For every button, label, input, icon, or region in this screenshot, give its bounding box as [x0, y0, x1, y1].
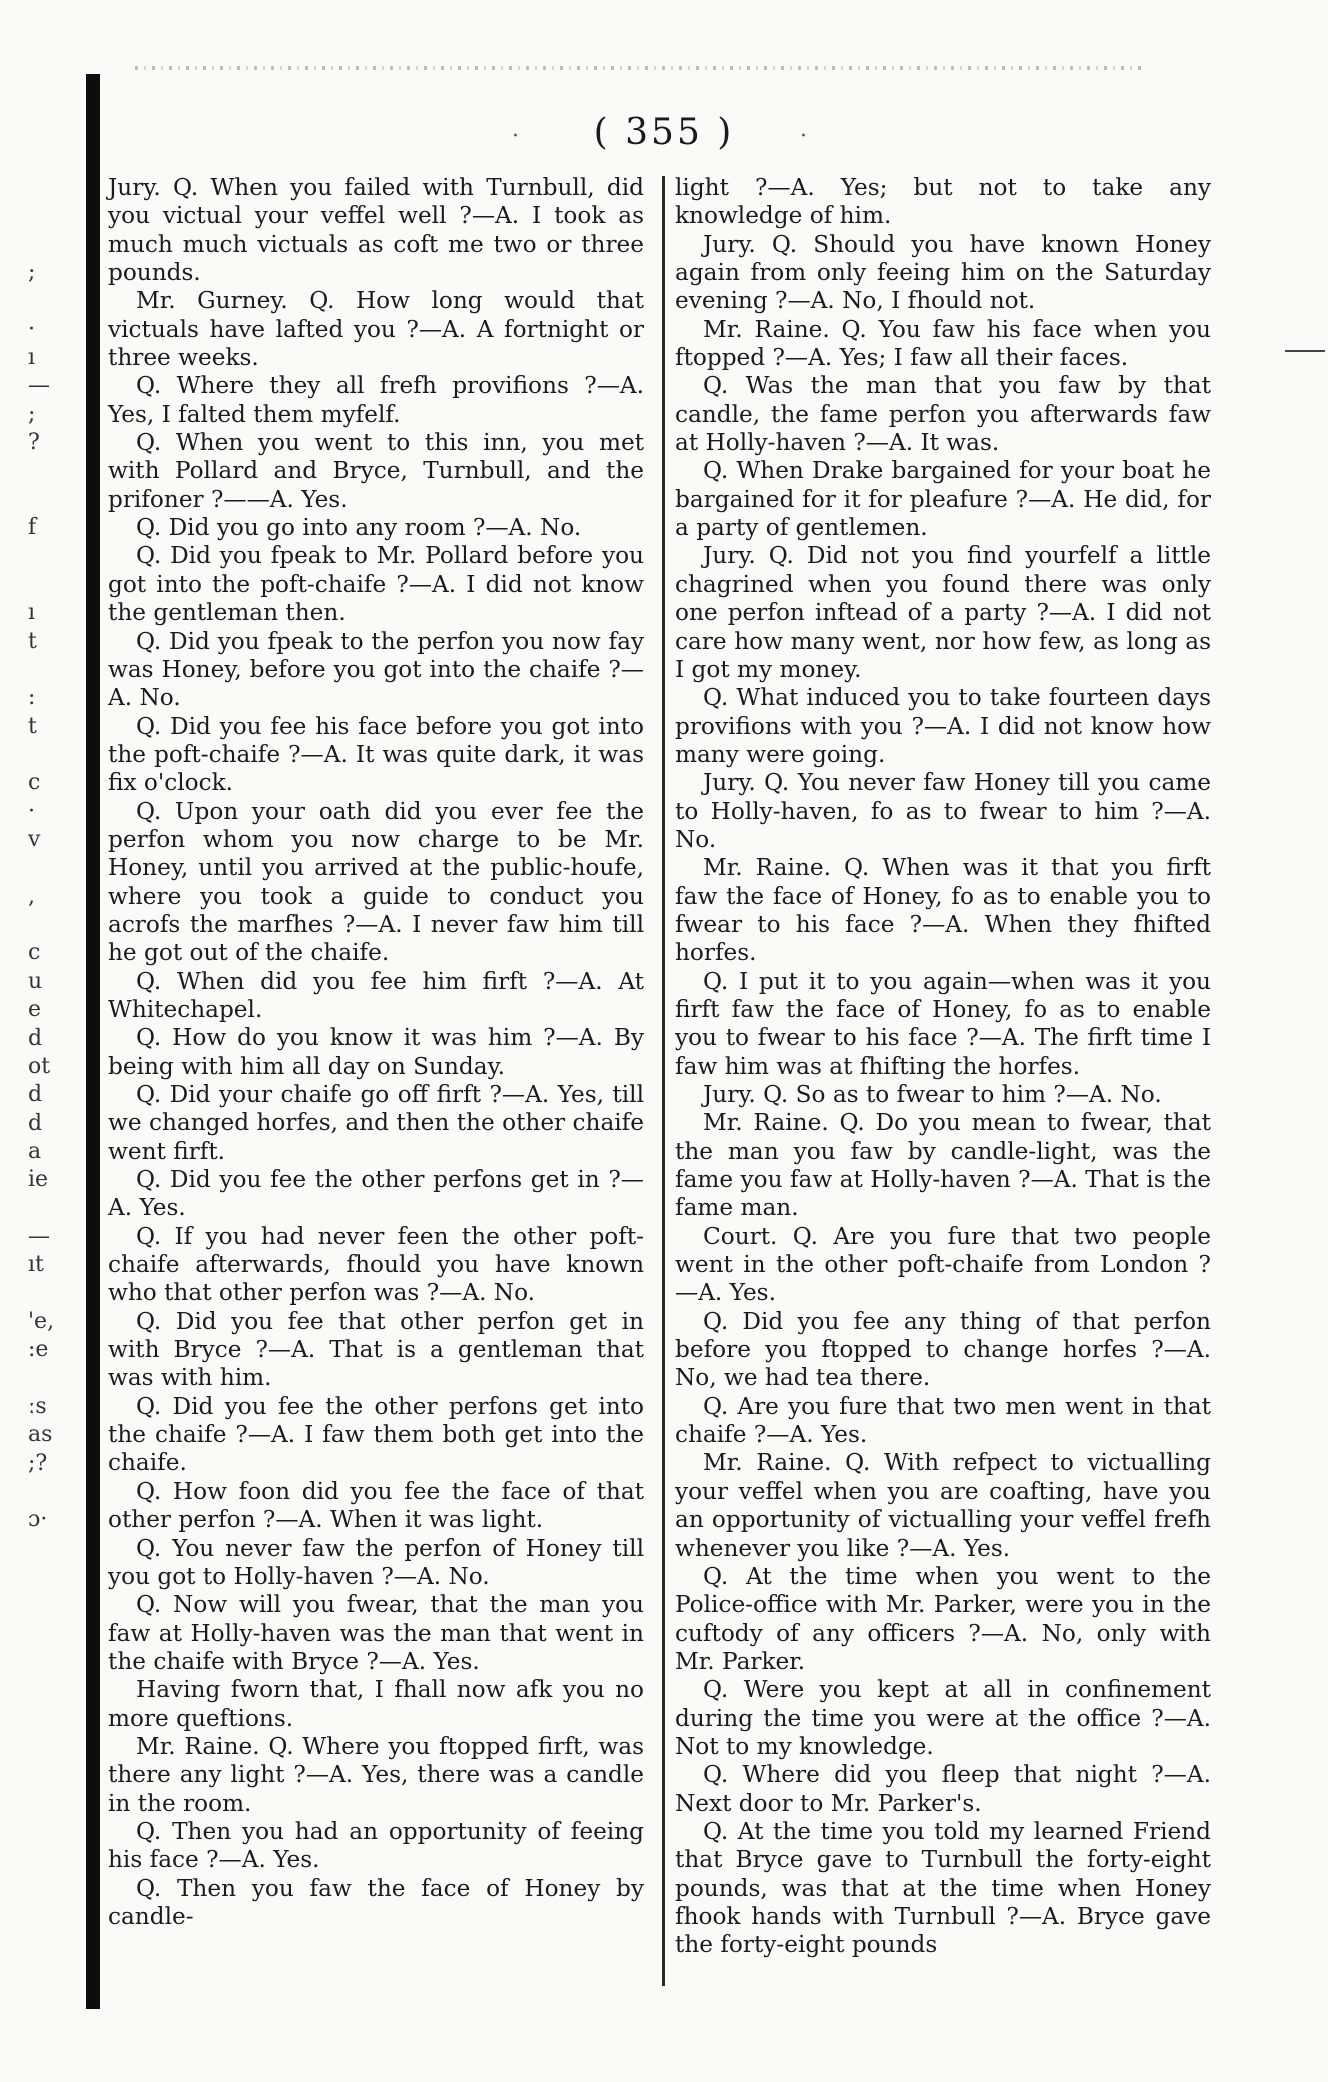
page-number: ( 355 ) — [593, 112, 735, 153]
paragraph: Having fworn that, I fhall now afk you no more queftions. — [108, 1676, 644, 1732]
margin-fragment: a — [28, 1138, 42, 1164]
margin-fragment: f — [28, 515, 37, 541]
column-divider — [662, 176, 665, 1986]
margin-fragment: ɔ· — [28, 1507, 48, 1533]
paragraph: Q. Where did you fleep that night ?—A. Next door to Mr. Parker's. — [675, 1761, 1211, 1817]
margin-fragment: · — [28, 798, 35, 824]
paragraph: Q. Did your chaife go off firft ?—A. Yes, till we changed horfes, and then the other chaife went firft. — [108, 1081, 644, 1165]
paragraph: Q. Then you had an opportunity of feeing his face ?—A. Yes. — [108, 1817, 644, 1874]
margin-fragment: ? — [28, 430, 40, 456]
margin-fragment: d — [28, 1025, 43, 1051]
paragraph: Jury. Q. Should you have known Honey again from only feeing him on the Saturday evening ?—A. No, I fhould not. — [675, 230, 1211, 315]
paragraph: Q. Did you fee the other perfons get in ?—A. Yes. — [108, 1166, 644, 1222]
paragraph: Q. Was the man that you faw by that candle, the fame perfon you afterwards faw at Holly-haven ?—A. It was. — [675, 372, 1211, 457]
paragraph: Q. Did you fee the other perfons get into the chaife ?—A. I faw them both get into the chaife. — [108, 1392, 644, 1477]
margin-fragment: ıt — [28, 1252, 44, 1278]
paragraph: Mr. Raine. Q. You faw his face when you ftopped ?—A. Yes; I faw all their faces. — [675, 315, 1211, 372]
paragraph: Court. Q. Are you fure that two people went in the other poft-chaife from London ?—A. Yes. — [675, 1222, 1211, 1307]
margin-fragment: ; — [28, 401, 36, 427]
paragraph: Q. Upon your oath did you ever fee the perfon whom you now charge to be Mr. Honey, until you arrived at the public-houfe, where you took a guide to conduct you acrofs the marfhes ?—A. I never faw him till he got out of the chaife. — [108, 797, 644, 967]
paragraph: Jury. Q. So as to fwear to him ?—A. No. — [703, 1081, 1162, 1108]
margin-fragment: 'e, — [28, 1309, 55, 1334]
margin-fragment: e — [28, 997, 42, 1023]
margin-fragment: d — [28, 1110, 43, 1136]
paragraph: Q. When you went to this inn, you met with Pollard and Bryce, Turnbull, and the prifoner ?——A. Yes. — [108, 429, 644, 513]
paragraph: Q. You never faw the perfon of Honey till you got to Holly-haven ?—A. No. — [108, 1534, 644, 1590]
margin-fragment: c — [28, 940, 41, 966]
margin-fragment: : — [28, 685, 36, 711]
paragraph: Q. Did you fee his face before you got into the poft-chaife ?—A. It was quite dark, it was fix o'clock. — [108, 712, 644, 797]
paragraph: Mr. Gurney. Q. How long would that victuals have lafted you ?—A. A fortnight or three weeks. — [108, 287, 644, 372]
paragraph: Jury. Q. You never faw Honey till you came to Holly-haven, fo as to fwear to him ?—A. No. — [675, 769, 1211, 853]
right-column — [675, 174, 1211, 1960]
margin-fragment: ; — [28, 260, 36, 286]
margin-fragment: v — [28, 827, 41, 853]
scan-artifact-mark — [1285, 350, 1325, 352]
margin-fragment: :e — [28, 1337, 49, 1363]
paragraph: Q. When Drake bargained for your boat he bargained for it for pleafure ?—A. He did, for a party of gentlemen. — [675, 457, 1211, 542]
margin-fragment: ie — [28, 1167, 49, 1193]
paragraph: Q. Did you go into any room ?—A. No. — [136, 514, 582, 542]
margin-fragment: — — [28, 373, 50, 399]
paragraph: Q. If you had never feen the other poft-chaife afterwards, fhould you have known who that other perfon was ?—A. No. — [108, 1222, 644, 1307]
margin-fragment: d — [28, 1082, 43, 1108]
paragraph: Q. What induced you to take fourteen days provifions with you ?—A. I did not know how many were going. — [675, 684, 1211, 768]
margin-fragment: as — [28, 1422, 53, 1448]
margin-fragment: — — [28, 1223, 50, 1249]
scan-artifact — [135, 66, 1145, 70]
margin-fragment: u — [28, 968, 43, 994]
margin-fragment: t — [28, 628, 37, 654]
margin-fragment: ı — [28, 345, 36, 371]
paragraph: Q. Did you fpeak to Mr. Pollard before you got into the poft-chaife ?—A. I did not know the gentleman then. — [108, 542, 644, 627]
margin-fragment: c — [28, 770, 41, 796]
paragraph: Q. How do you know it was him ?—A. By being with him all day on Sunday. — [108, 1024, 644, 1080]
margin-fragment: ːs — [28, 1394, 47, 1420]
paragraph: Q. Now will you fwear, that the man you faw at Holly-haven was the man that went in the chaife with Bryce ?—A. Yes. — [108, 1591, 644, 1675]
paragraph: Mr. Raine. Q. Do you mean to fwear, that the man you faw by candle-light, was the fame you faw at Holly-haven ?—A. That is the fame man. — [675, 1109, 1211, 1222]
paragraph: Q. Where they all frefh provifions ?—A. Yes, I falted them myfelf. — [108, 372, 644, 428]
paragraph: Mr. Raine. Q. Where you ftopped firft, was there any light ?—A. Yes, there was a candle in the room. — [108, 1732, 644, 1817]
paragraph: Q. Did you fee any thing of that perfon before you ftopped to change horfes ?—A. No, we had tea there. — [675, 1307, 1211, 1392]
paragraph: Q. Were you kept at all in confinement during the time you were at the office ?—A. Not to my knowledge. — [675, 1676, 1211, 1760]
paragraph: Q. At the time you told my learned Friend that Bryce gave to Turnbull the forty-eight pounds, was that at the time when Honey fhook hands with Turnbull ?—A. Bryce gave the forty-eight pounds — [675, 1817, 1211, 1959]
left-column — [108, 174, 644, 1931]
header-dot: · — [512, 124, 519, 149]
margin-fragment: t — [28, 713, 37, 739]
margin-fragment: ı — [28, 600, 36, 626]
paragraph: Jury. Q. Did not you find yourfelf a little chagrined when you found there was only one perfon inftead of a party ?—A. I did not care how many went, nor how few, as long as I got my money. — [675, 542, 1211, 683]
paragraph: Jury. Q. When you failed with Turnbull, did you victual your veffel well ?—A. I took as much much victuals as coft me two or three pounds. — [108, 174, 644, 287]
paragraph: Mr. Raine. Q. With refpect to victualling your veffel when you are coafting, have you an opportunity of victualling your veffel frefh whenever you like ?—A. Yes. — [675, 1449, 1211, 1562]
header-dot: · — [800, 124, 807, 149]
margin-fragment: , — [28, 883, 35, 909]
margin-fragment: · — [28, 316, 35, 342]
margin-fragment: ;? — [28, 1450, 48, 1476]
paragraph: Q. Are you fure that two men went in that chaife ?—A. Yes. — [675, 1392, 1211, 1449]
paragraph: Q. I put it to you again—when was it you firft faw the face of Honey, fo as to enable you to fwear to his face ?—A. The firft time I faw him was at fhifting the horfes. — [675, 967, 1211, 1080]
paragraph: Q. Did you fpeak to the perfon you now fay was Honey, before you got into the chaife ?—A. No. — [108, 627, 644, 712]
paragraph: Q. When did you fee him firft ?—A. At Whitechapel. — [108, 967, 644, 1023]
paragraph: Q. Then you faw the face of Honey by candle- — [108, 1874, 644, 1930]
margin-fragment: ot — [28, 1053, 51, 1079]
paragraph: Q. At the time when you went to the Police-office with Mr. Parker, were you in the cuftody of any officers ?—A. No, only with Mr. Parker. — [675, 1562, 1211, 1675]
binding-shadow — [86, 74, 100, 2009]
paragraph: light ?—A. Yes; but not to take any knowledge of him. — [675, 174, 1211, 230]
paragraph: Mr. Raine. Q. When was it that you firft faw the face of Honey, fo as to enable you to fwear to his face ?—A. When they fhifted horfes. — [675, 854, 1211, 967]
paragraph: Q. Did you fee that other perfon get in with Bryce ?—A. That is a gentleman that was with him. — [108, 1307, 644, 1392]
paragraph: Q. How foon did you fee the face of that other perfon ?—A. When it was light. — [108, 1477, 644, 1534]
